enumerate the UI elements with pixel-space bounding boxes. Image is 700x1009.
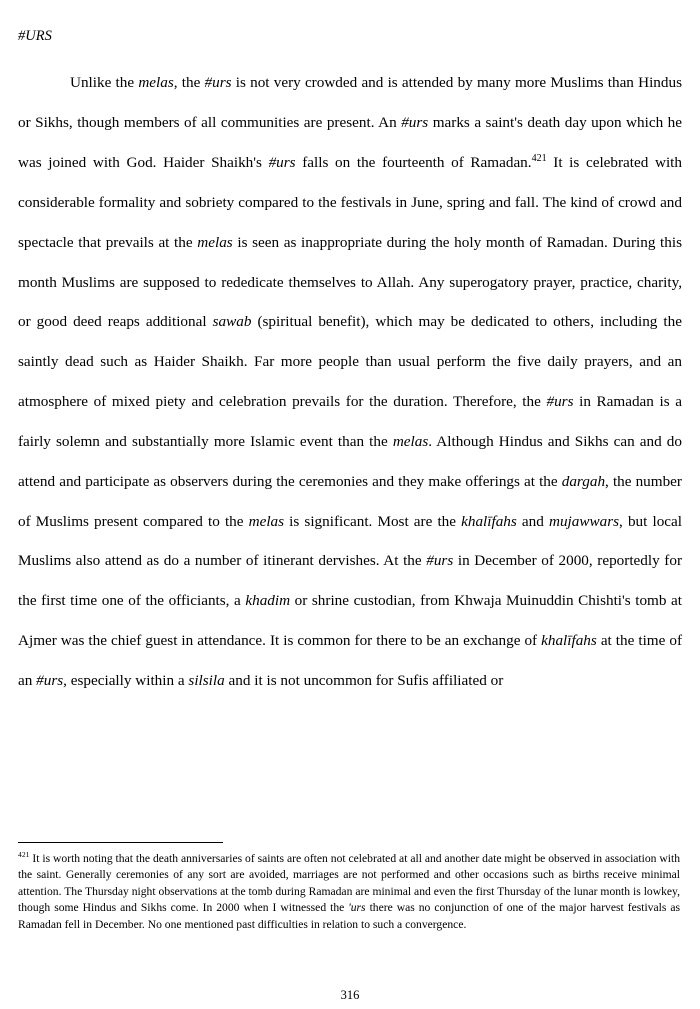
footnote-separator-rule — [18, 842, 223, 843]
footnote-area — [18, 842, 684, 933]
footnote-text: $^{421}$ It is worth noting that the death anniversaries of saints are often not celebrated at all and another date might be observed in association with the saint. Generally ceremonies of any sort are avoided, marriages are not performed and other occasions such as births receive minimal attention. The Thursday night observations at the tomb during Ramadan are minimal and even the first Thursday of the lunar month is lowkey, though some Hindus and Sikhs come. In 2000 when I witnessed the 'urs there was no conjunction of one of the major harvest festivals as Ramadan fell in December. No one mentioned past difficulties in relation to such a convergence. — [18, 850, 680, 931]
body-paragraph: Unlike the melas, the #urs is not very crowded and is attended by many more Muslims than Hindus or Sikhs, though members of all communities are present. An #urs marks a saint's death day upon which he was joined with God. Haider Shaikh's #urs falls on the fourteenth of Ramadan.$^{421}$ It is celebrated with considerable formality and sobriety compared to the festivals in June, spring and fall. The kind of crowd and spectacle that prevails at the melas is seen as inappropriate during the holy month of Ramadan. During this month Muslims are supposed to rededicate themselves to Allah. Any superogatory prayer, practice, charity, or good deed reaps additional sawab (spiritual benefit), which may be dedicated to others, including the saintly dead such as Haider Shaikh. Far more people than usual perform the five daily prayers, and an atmosphere of mixed piety and celebration prevails for the duration. Therefore, the #urs in Ramadan is a fairly solemn and substantially more Islamic event than the melas. Although Hindus and Sikhs can and do attend and participate as observers during the ceremonies and they make offerings at the dargah, the number of Muslims present compared to the melas is significant. Most are the khalīfahs and mujawwars, but local Muslims also attend as do a number of itinerant dervishes. At the #urs in December of 2000, reportedly for the first time one of the officiants, a khadim or shrine custodian, from Khwaja Muinuddin Chishti's tomb at Ajmer was the chief guest in attendance. It is common for there to be an exchange of khalīfahs at the time of an #urs, especially within a silsila and it is not uncommon for Sufis affiliated or — [18, 74, 683, 689]
section-heading: #URS — [18, 28, 52, 44]
page-number: 316 — [340, 988, 360, 1002]
